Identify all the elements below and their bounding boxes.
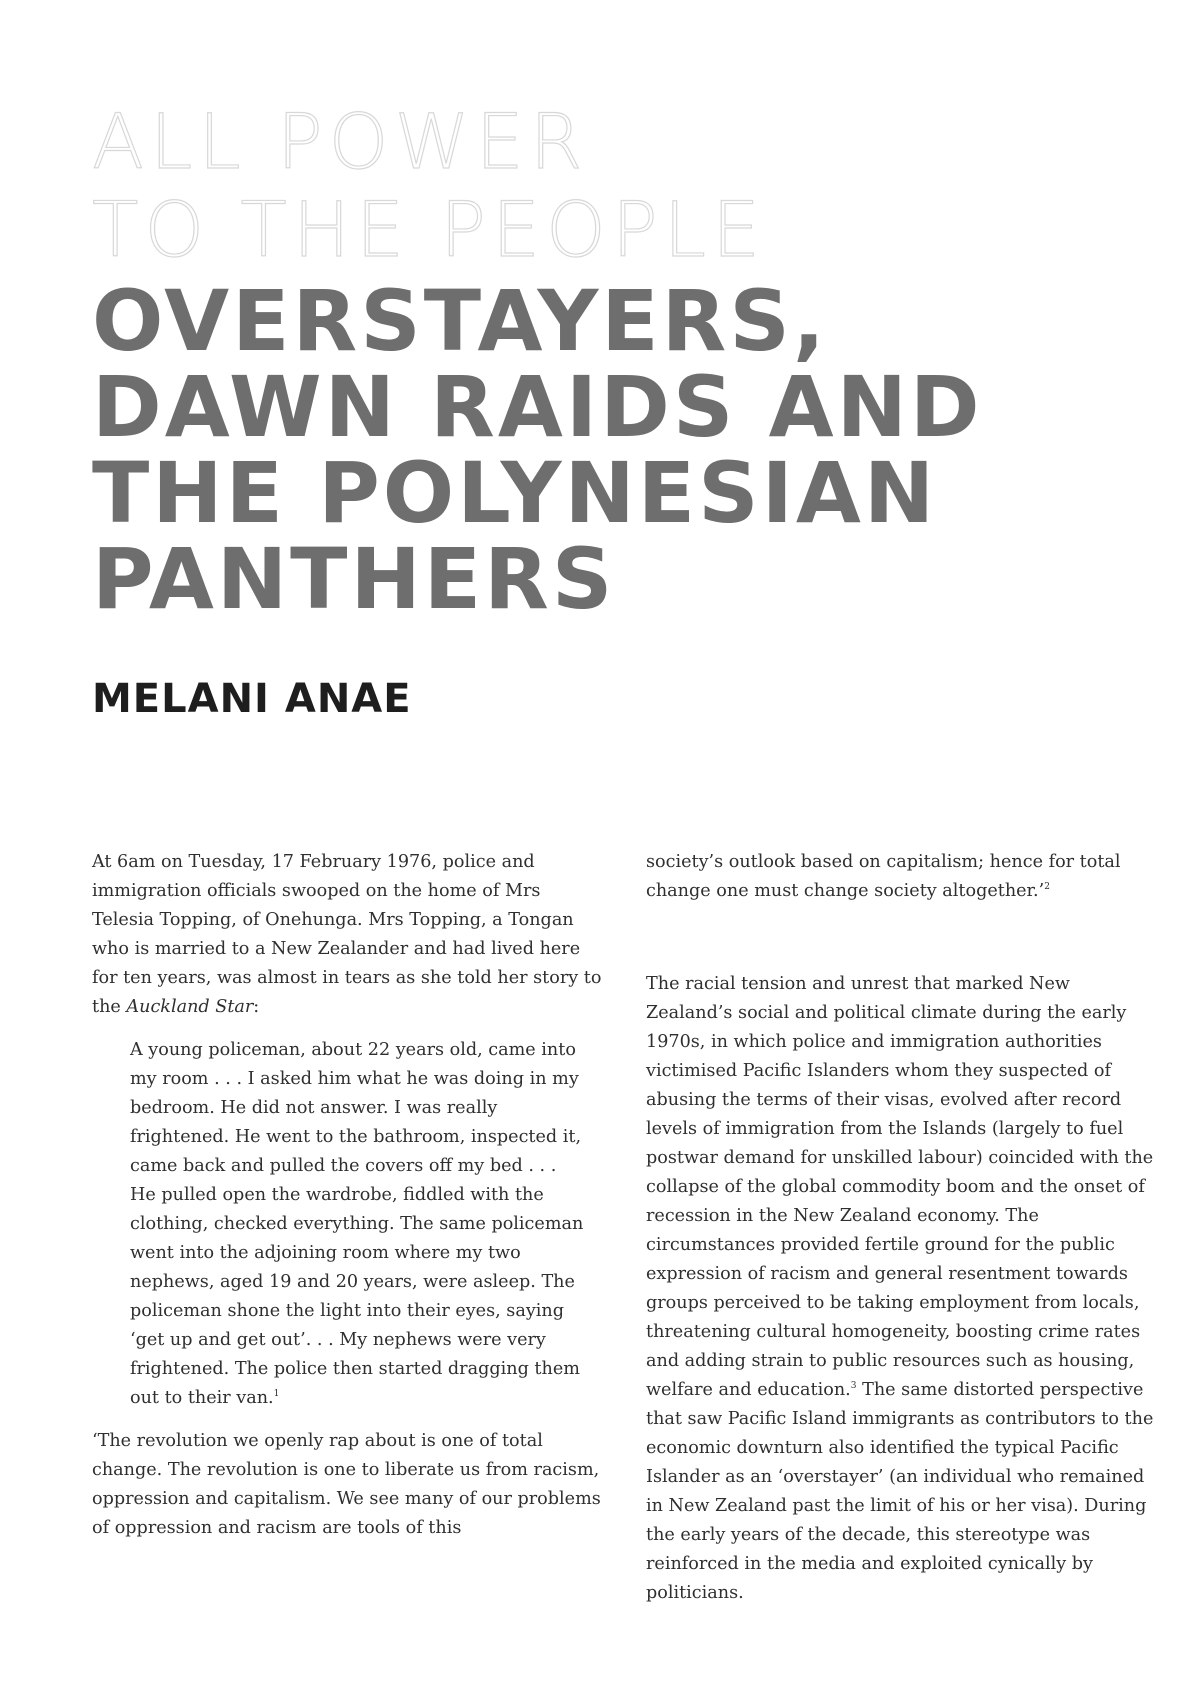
- kicker-line-2: TO THE PEOPLE: [92, 185, 767, 274]
- title-line-2: DAWN RAIDS AND: [92, 358, 983, 456]
- title-line-3: THE POLYNESIAN: [92, 444, 938, 542]
- intro-colon: :: [253, 997, 260, 1017]
- context-paragraph: [646, 970, 1156, 1608]
- context-text-a: The racial tension and unrest that marked New Zealand’s social and political climate during the early 1970s, in which police and immigration authorities victimised Pacific Islanders whom they suspected of abusing the terms of their visas, evolved after record levels of immigration from the Islands (largely to fuel postwar demand for unskilled labour) coincided with the collapse of the global commodity boom and the onset of recession in the New Zealand economy. The circumstances provided fertile ground for the public expression of racism and general resentment towards groups perceived to be taking employment from locals, threatening cultural homogeneity, boosting crime rates and adding strain to public resources such as housing, welfare and education.: [646, 974, 1154, 1400]
- panthers-quote-paragraph: ‘The revolution we openly rap about is one of total change. The revolution is one to liberate us from racism, oppression and capitalism. We see many of our problems of oppression and racism are tools of this: [92, 1431, 601, 1538]
- left-column: [92, 848, 602, 1543]
- section-kicker: [92, 98, 852, 274]
- newspaper-title: Auckland Star: [126, 997, 254, 1017]
- kicker-line-1: ALL POWER: [92, 97, 589, 186]
- intro-paragraph: [92, 848, 602, 1022]
- footnote-ref-1: 1: [273, 1389, 280, 1400]
- quote-text: A young policeman, about 22 years old, came into my room . . . I asked him what he was doing in my bedroom. He did not answer. I was really frightened. He went to the bathroom, inspected it, came back and pulled the covers off my bed . . . He pulled open the wardrobe, fiddled with the clothing, checked everything. The same policeman went into the adjoining room where my two nephews, aged 19 and 20 years, were asleep. The policeman shone the light into their eyes, saying ‘get up and get out’. . . My nephews were very frightened. The police then started dragging them out to their van.: [130, 1040, 584, 1408]
- continued-paragraph: [646, 848, 1156, 906]
- footnote-ref-2: 2: [1044, 882, 1050, 893]
- footnote-ref-3: 3: [850, 1381, 857, 1392]
- block-quote: [130, 1036, 585, 1413]
- right-column: [646, 848, 1156, 1608]
- context-text-b: The same distorted perspective that saw Pacific Island immigrants as contributors to the economic downturn also identified the typical Pacific Islander as an ‘overstayer’ (an individual who remained in New Zealand past the limit of his or her visa). During the early years of the decade, this stereotype was reinforced in the media and exploited cynically by politicians.: [646, 1380, 1154, 1603]
- title-line-1: OVERSTAYERS,: [92, 272, 828, 370]
- intro-text: At 6am on Tuesday, 17 February 1976, police and immigration officials swooped on the home of Mrs Telesia Topping, of Onehunga. Mrs Topping, a Tongan who is married to a New Zealander and had lived here for ten years, was almost in tears as she told her story to the: [92, 852, 602, 1017]
- chapter-title: [92, 272, 992, 628]
- author-name: MELANI ANAE: [92, 676, 412, 722]
- title-line-4: PANTHERS: [92, 530, 616, 628]
- continued-text: society’s outlook based on capitalism; hence for total change one must change society altogether.’: [646, 852, 1121, 901]
